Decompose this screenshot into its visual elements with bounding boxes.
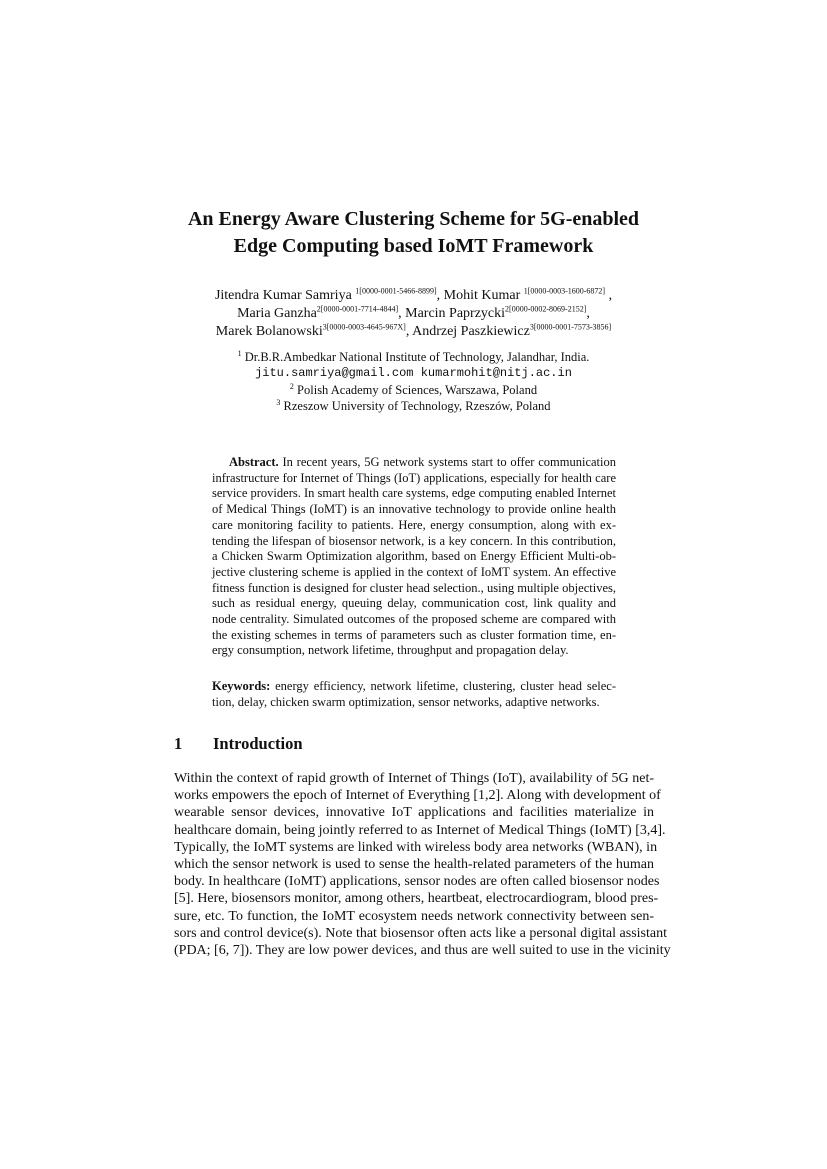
- body-line: healthcare domain, being jointly referred to as Internet of Medical Things (IoMT) [3,4].: [174, 822, 666, 838]
- affiliation-1: [120, 349, 707, 365]
- author-orcid: 1[0000-0001-5466-8899]: [355, 286, 437, 296]
- author-name: Jitendra Kumar Samriya: [214, 288, 356, 303]
- abstract-line: of Medical Things (IoMT) is an innovative technology to provide online health: [212, 502, 616, 517]
- body-paragraph: [174, 770, 671, 959]
- author-separator: ,: [586, 306, 590, 321]
- section-number: 1: [174, 734, 183, 753]
- author-list: [120, 287, 707, 341]
- author-separator: ,: [398, 306, 406, 321]
- title-line: Edge Computing based IoMT Framework: [233, 235, 594, 257]
- author-name: Mohit Kumar: [443, 288, 524, 303]
- author-separator: ,: [436, 288, 444, 303]
- abstract: [212, 455, 616, 659]
- keywords-line: [212, 678, 616, 694]
- author-orcid: 2[0000-0002-8069-2152]: [505, 304, 587, 314]
- section-heading: [174, 733, 303, 755]
- keywords-label: Keywords:: [212, 679, 271, 693]
- body-line: [5]. Here, biosensors monitor, among others, heartbeat, electrocardiogram, blood pres-: [174, 891, 659, 907]
- body-line: works empowers the epoch of Internet of Everything [1,2]. Along with development of: [174, 788, 661, 804]
- affiliation-3: [120, 398, 707, 414]
- author-line: [120, 305, 707, 323]
- author-name: Maria Ganzha: [237, 306, 317, 321]
- author-name: Andrzej Paszkiewicz: [412, 324, 530, 339]
- body-line: Typically, the IoMT systems are linked with wireless body area networks (WBAN), in: [174, 839, 658, 855]
- affiliation-text: Dr.B.R.Ambedkar National Institute of Technology, Jalandhar, India.: [241, 350, 590, 364]
- body-line: which the sensor network is used to sense the health-related parameters of the human: [174, 857, 654, 873]
- author-line: [120, 323, 707, 341]
- paper-title: [120, 206, 707, 260]
- author-separator: ,: [605, 288, 613, 303]
- author-orcid: 2[0000-0001-7714-4844]: [316, 304, 399, 314]
- abstract-text: In recent years, 5G network systems start to offer communication: [278, 455, 616, 469]
- affiliations: [120, 349, 707, 415]
- author-line: [120, 287, 707, 305]
- affiliation-marker: 3: [276, 398, 281, 408]
- abstract-line: [212, 455, 616, 471]
- author-name: Marek Bolanowski: [215, 324, 323, 339]
- abstract-line: node centrality. Simulated outcomes of the proposed scheme are compared with: [212, 612, 616, 627]
- keywords-text: energy efficiency, network lifetime, clustering, cluster head selec-: [270, 679, 616, 693]
- body-line: wearable sensor devices, innovative IoT applications and facilities materialize in: [174, 805, 654, 821]
- affiliation-marker: 1: [237, 348, 242, 358]
- abstract-line: tending the lifespan of biosensor network, is a key concern. In this contribution,: [212, 533, 616, 548]
- email-addresses[interactable]: jitu.samriya@gmail.com kumarmohit@nitj.ac.in: [255, 366, 572, 381]
- abstract-line: fitness function is designed for cluster head selection., using multiple objectives,: [212, 580, 616, 595]
- author-separator: ,: [405, 324, 413, 339]
- author-orcid: 3[0000-0003-4645-967X]: [322, 322, 406, 332]
- author-name: Marcin Paprzycki: [405, 306, 506, 321]
- title-line: An Energy Aware Clustering Scheme for 5G-enabled: [187, 208, 640, 230]
- abstract-line: jective clustering scheme is applied in the context of IoMT system. An effective: [212, 564, 616, 579]
- affiliation-marker: 2: [289, 381, 294, 391]
- author-orcid: 3[0000-0001-7573-3856]: [529, 322, 612, 332]
- abstract-line: the existing schemes in terms of parameters such as cluster formation time, en-: [212, 627, 616, 642]
- abstract-line: a Chicken Swarm Optimization algorithm, based on Energy Efficient Multi-ob-: [212, 549, 616, 564]
- affiliation-text: Rzeszow University of Technology, Rzeszów, Poland: [280, 399, 551, 414]
- body-line: (PDA; [6, 7]). They are low power devices, and thus are well suited to use in the vicinity: [174, 943, 671, 959]
- body-line: body. In healthcare (IoMT) applications, sensor nodes are often called biosensor nodes: [174, 874, 660, 890]
- abstract-line: infrastructure for Internet of Things (IoT) applications, especially for health care: [212, 470, 616, 485]
- abstract-label: Abstract.: [229, 455, 279, 469]
- keywords-line: tion, delay, chicken swarm optimization, sensor networks, adaptive networks.: [212, 695, 600, 709]
- body-line: sure, etc. To function, the IoMT ecosystem needs network connectivity between sen-: [174, 908, 654, 924]
- abstract-line: care monitoring facility to patients. Here, energy consumption, along with ex-: [212, 517, 616, 532]
- affiliation-2: [120, 382, 707, 398]
- keywords: [212, 678, 616, 710]
- abstract-line: such as residual energy, queuing delay, communication cost, link quality and: [212, 596, 616, 611]
- abstract-line: ergy consumption, network lifetime, throughput and propagation delay.: [212, 643, 569, 658]
- abstract-line: service providers. In smart health care systems, edge computing enabled Internet: [212, 486, 617, 501]
- body-line: sors and control device(s). Note that biosensor often acts like a personal digital assistant: [174, 925, 667, 941]
- affiliation-text: Polish Academy of Sciences, Warszawa, Poland: [293, 382, 538, 397]
- body-line: Within the context of rapid growth of Internet of Things (IoT), availability of 5G net-: [174, 771, 654, 786]
- section-title: Introduction: [213, 734, 303, 753]
- author-orcid: 1[0000-0003-1600-6872]: [523, 286, 606, 296]
